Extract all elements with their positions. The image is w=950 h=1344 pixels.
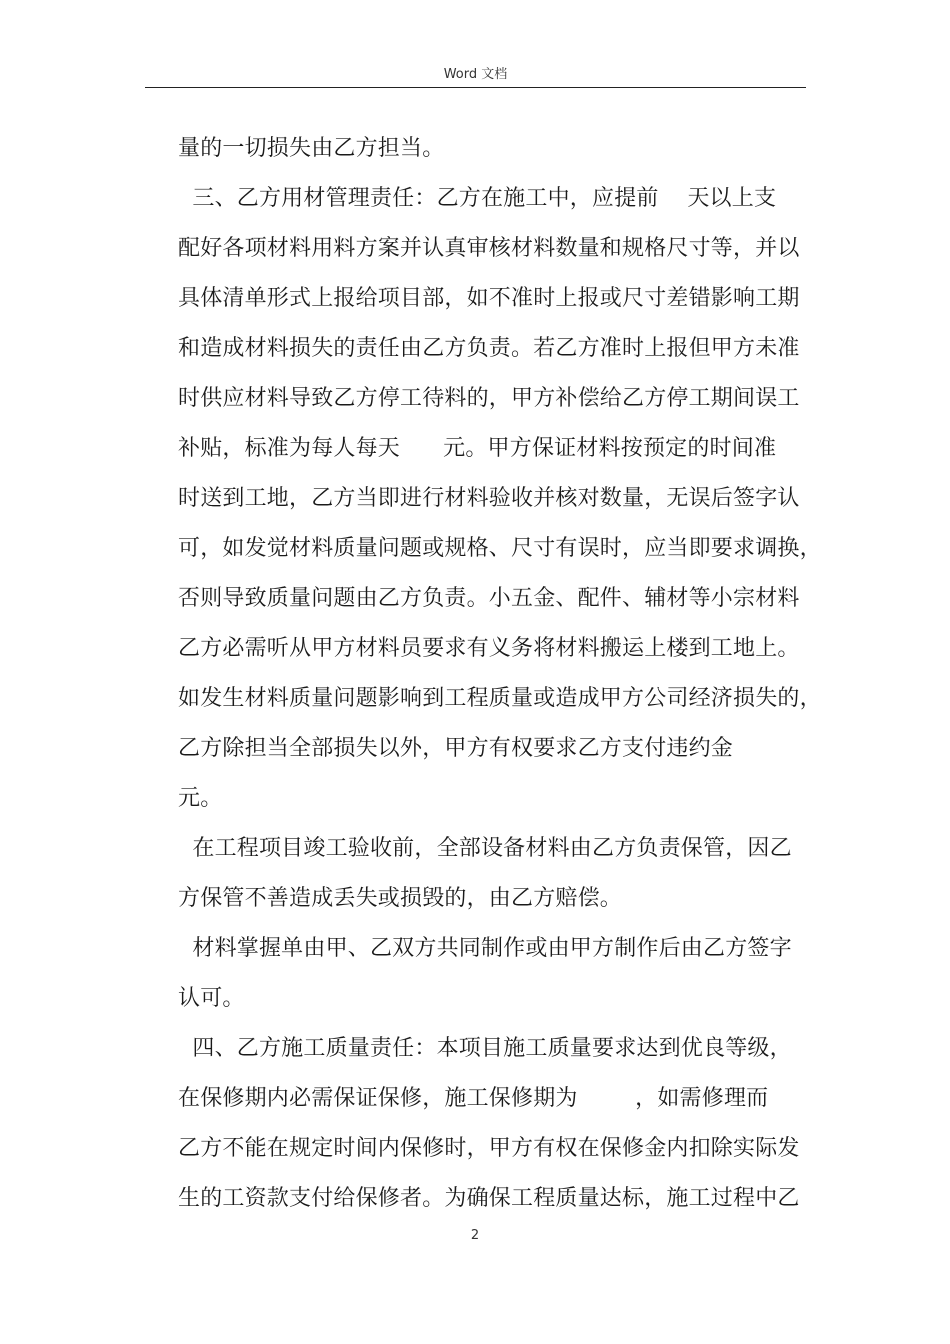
- document-body: [178, 124, 822, 1224]
- text-line: 配好各项材料用料方案并认真审核材料数量和规格尺寸等，并以: [178, 236, 800, 261]
- text-line: 乙方除担当全部损失以外，甲方有权要求乙方支付违约金: [178, 736, 734, 761]
- text-line: 生的工资款支付给保修者。为确保工程质量达标，施工过程中乙: [178, 1186, 800, 1211]
- text-line: 量的一切损失由乙方担当。: [178, 136, 445, 161]
- text-line: 如发生材料质量问题影响到工程质量或造成甲方公司经济损失的，: [178, 686, 822, 711]
- text-line: 方保管不善造成丢失或损毁的，由乙方赔偿。: [178, 886, 623, 911]
- text-line: 乙方必需听从甲方材料员要求有义务将材料搬运上楼到工地上。: [178, 636, 800, 661]
- text-line: 可，如发觉材料质量问题或规格、尺寸有误时，应当即要求调换，: [178, 536, 822, 561]
- text-line: 材料掌握单由甲、乙双方共同制作或由甲方制作后由乙方签字: [178, 936, 792, 961]
- page-number: 2: [470, 1228, 480, 1243]
- page-header: Word 文档: [443, 67, 508, 82]
- text-line: 元。: [178, 786, 223, 811]
- text-line: 时供应材料导致乙方停工待料的，甲方补偿给乙方停工期间误工: [178, 386, 800, 411]
- text-line: 在保修期内必需保证保修，施工保修期为 ，如需修理而: [178, 1086, 769, 1111]
- text-line: 具体清单形式上报给项目部，如不准时上报或尺寸差错影响工期: [178, 286, 800, 311]
- text-line: 时送到工地，乙方当即进行材料验收并核对数量，无误后签字认: [178, 486, 800, 511]
- header-divider: [145, 87, 806, 88]
- text-line: 四、乙方施工质量责任：本项目施工质量要求达到优良等级，: [178, 1036, 792, 1061]
- text-line: 乙方不能在规定时间内保修时，甲方有权在保修金内扣除实际发: [178, 1136, 800, 1161]
- text-line: 否则导致质量问题由乙方负责。小五金、配件、辅材等小宗材料: [178, 586, 800, 611]
- text-line: 和造成材料损失的责任由乙方负责。若乙方准时上报但甲方未准: [178, 336, 800, 361]
- text-line: 认可。: [178, 986, 245, 1011]
- text-line: 在工程项目竣工验收前，全部设备材料由乙方负责保管，因乙: [178, 836, 792, 861]
- text-line: 三、乙方用材管理责任：乙方在施工中，应提前 天以上支: [178, 186, 777, 211]
- text-line: 补贴，标准为每人每天 元。甲方保证材料按预定的时间准: [178, 436, 777, 461]
